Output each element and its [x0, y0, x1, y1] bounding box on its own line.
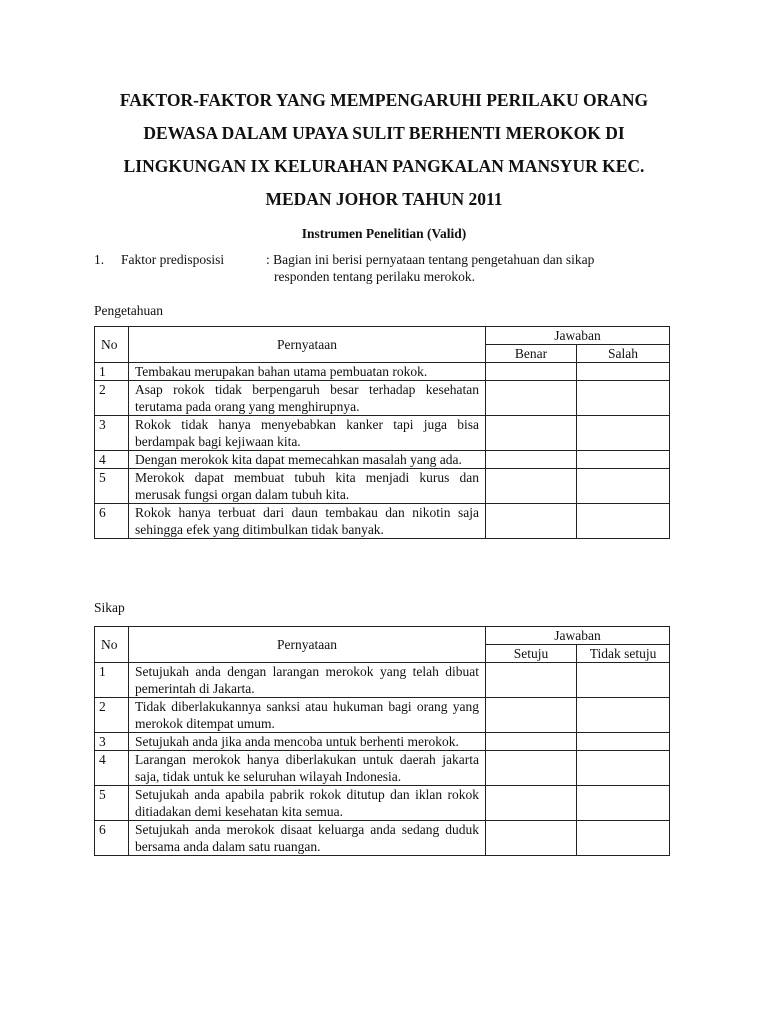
row-statement: Tembakau merupakan bahan utama pembuatan rokok. [129, 363, 486, 381]
row-statement: Setujukah anda merokok disaat keluarga anda sedang duduk bersama anda dalam satu ruangan. [129, 821, 486, 856]
answer-cell-2[interactable] [577, 733, 670, 751]
answer-cell-1[interactable] [486, 363, 577, 381]
header-answer: Jawaban [486, 327, 670, 345]
table-row [95, 451, 670, 469]
table-row [95, 363, 670, 381]
row-number: 2 [95, 381, 129, 416]
answer-cell-1[interactable] [486, 451, 577, 469]
row-number: 2 [95, 698, 129, 733]
title-line: LINGKUNGAN IX KELURAHAN PANGKALAN MANSYUR KEC. [123, 156, 645, 176]
row-number: 3 [95, 733, 129, 751]
header-no: No [95, 327, 129, 363]
row-statement: Asap rokok tidak berpengaruh besar terhadap kesehatan terutama pada orang yang menghirupnya. [129, 381, 486, 416]
table-row [95, 733, 670, 751]
section-description: : Bagian ini berisi pernyataan tentang pengetahuan dan sikap [266, 252, 595, 267]
table-row [95, 504, 670, 539]
section-number: 1. [94, 252, 105, 267]
answer-cell-1[interactable] [486, 698, 577, 733]
answer-cell-1[interactable] [486, 381, 577, 416]
title-line: MEDAN JOHOR TAHUN 2011 [265, 189, 503, 209]
section-description-cont: responden tentang perilaku merokok. [274, 269, 475, 284]
header-no: No [95, 627, 129, 663]
row-number: 1 [95, 663, 129, 698]
answer-cell-2[interactable] [577, 451, 670, 469]
answer-cell-1[interactable] [486, 469, 577, 504]
row-statement: Setujukah anda dengan larangan merokok yang telah dibuat pemerintah di Jakarta. [129, 663, 486, 698]
answer-cell-2[interactable] [577, 786, 670, 821]
sikap-table [94, 626, 670, 856]
header-answer: Jawaban [486, 627, 670, 645]
row-statement: Tidak diberlakukannya sanksi atau hukuman bagi orang yang merokok ditempat umum. [129, 698, 486, 733]
pengetahuan-table [94, 326, 670, 539]
header-statement: Pernyataan [129, 327, 486, 363]
row-number: 4 [95, 451, 129, 469]
answer-cell-2[interactable] [577, 751, 670, 786]
answer-cell-2[interactable] [577, 416, 670, 451]
header-statement: Pernyataan [129, 627, 486, 663]
answer-cell-1[interactable] [486, 786, 577, 821]
table-row [95, 469, 670, 504]
answer-cell-1[interactable] [486, 504, 577, 539]
row-number: 6 [95, 821, 129, 856]
table-row [95, 381, 670, 416]
answer-cell-1[interactable] [486, 821, 577, 856]
row-statement: Merokok dapat membuat tubuh kita menjadi kurus dan merusak fungsi organ dalam tubuh kita. [129, 469, 486, 504]
table-row [95, 663, 670, 698]
title-line: FAKTOR-FAKTOR YANG MEMPENGARUHI PERILAKU ORANG [119, 90, 649, 110]
row-number: 5 [95, 786, 129, 821]
answer-cell-2[interactable] [577, 504, 670, 539]
pengetahuan-heading: Pengetahuan [94, 303, 163, 318]
answer-cell-1[interactable] [486, 733, 577, 751]
answer-cell-2[interactable] [577, 363, 670, 381]
header-setuju: Setuju [486, 645, 577, 663]
header-tidak-setuju: Tidak setuju [577, 645, 670, 663]
table-row [95, 751, 670, 786]
table-row [95, 416, 670, 451]
header-benar: Benar [486, 345, 577, 363]
answer-cell-1[interactable] [486, 416, 577, 451]
row-statement: Setujukah anda jika anda mencoba untuk berhenti merokok. [129, 733, 486, 751]
answer-cell-1[interactable] [486, 663, 577, 698]
answer-cell-2[interactable] [577, 381, 670, 416]
row-statement: Larangan merokok hanya diberlakukan untuk daerah jakarta saja, tidak untuk ke seluruhan wilayah Indonesia. [129, 751, 486, 786]
row-number: 3 [95, 416, 129, 451]
row-statement: Rokok tidak hanya menyebabkan kanker tapi juga bisa berdampak bagi kejiwaan kita. [129, 416, 486, 451]
row-number: 4 [95, 751, 129, 786]
table-row [95, 698, 670, 733]
answer-cell-2[interactable] [577, 469, 670, 504]
sikap-heading: Sikap [94, 600, 125, 615]
document-title [60, 84, 708, 216]
answer-cell-2[interactable] [577, 821, 670, 856]
answer-cell-2[interactable] [577, 698, 670, 733]
row-statement: Dengan merokok kita dapat memecahkan masalah yang ada. [129, 451, 486, 469]
table-row [95, 786, 670, 821]
section-label: Faktor predisposisi [121, 252, 225, 267]
row-statement: Setujukah anda apabila pabrik rokok ditutup dan iklan rokok ditiadakan demi kesehatan kita semua. [129, 786, 486, 821]
title-line: DEWASA DALAM UPAYA SULIT BERHENTI MEROKOK DI [143, 123, 625, 143]
header-salah: Salah [577, 345, 670, 363]
answer-cell-1[interactable] [486, 751, 577, 786]
row-number: 6 [95, 504, 129, 539]
row-number: 1 [95, 363, 129, 381]
subtitle: Instrumen Penelitian (Valid) [301, 226, 467, 241]
row-number: 5 [95, 469, 129, 504]
row-statement: Rokok hanya terbuat dari daun tembakau dan nikotin saja sehingga efek yang ditimbulkan tidak banyak. [129, 504, 486, 539]
table-row [95, 821, 670, 856]
answer-cell-2[interactable] [577, 663, 670, 698]
